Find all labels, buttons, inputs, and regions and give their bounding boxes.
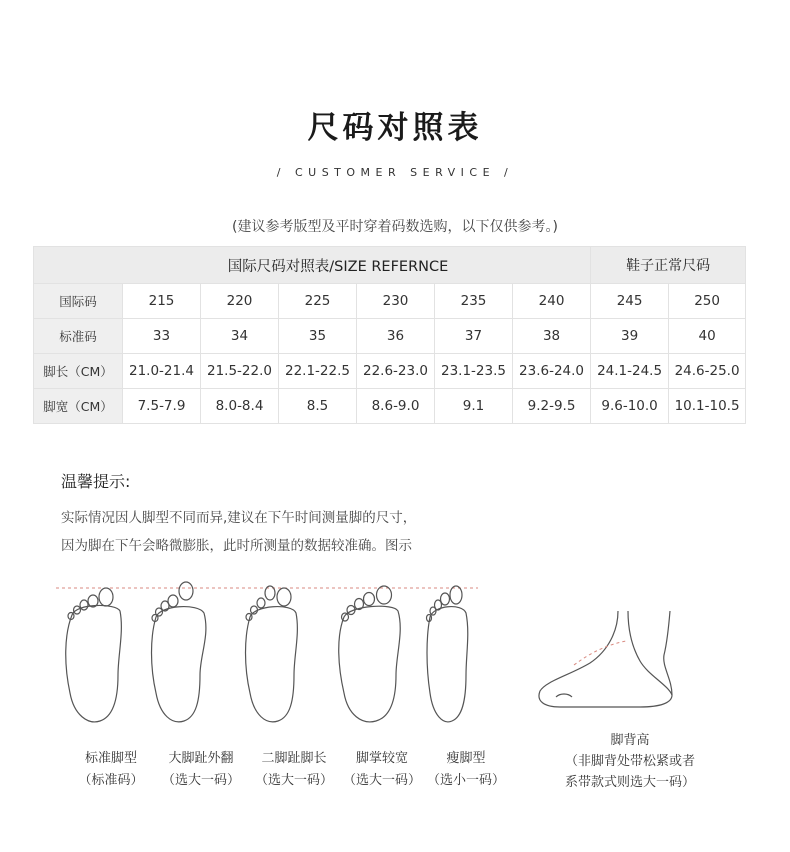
table-cell: 37 xyxy=(435,319,513,354)
long-second-toe-foot-icon xyxy=(246,586,298,722)
page-title: 尺码对照表 xyxy=(307,110,483,146)
foot-caption-standard xyxy=(63,748,159,792)
table-cell: 21.5-22.0 xyxy=(201,354,279,389)
foot-caption-high-instep xyxy=(540,730,720,793)
table-row xyxy=(34,284,746,319)
high-instep-foot-icon xyxy=(539,611,672,707)
size-chart-table xyxy=(33,246,746,424)
table-cell: 9.2-9.5 xyxy=(513,389,591,424)
foot-type-name: 二脚趾脚长 xyxy=(261,751,327,766)
table-cell: 8.0-8.4 xyxy=(201,389,279,424)
foot-type-name: 瘦脚型 xyxy=(446,751,486,766)
foot-type-advice: 系带款式则选大一码） xyxy=(564,775,695,790)
standard-foot-icon xyxy=(66,588,122,722)
table-cell: 38 xyxy=(513,319,591,354)
table-cell: 10.1-10.5 xyxy=(669,389,746,424)
table-cell: 8.5 xyxy=(279,389,357,424)
table-cell: 21.0-21.4 xyxy=(123,354,201,389)
bunion-foot-icon xyxy=(152,582,206,722)
table-cell: 240 xyxy=(513,284,591,319)
row-label: 国际码 xyxy=(34,284,123,319)
foot-caption-long-second-toe xyxy=(246,748,342,792)
table-heading-right: 鞋子正常尺码 xyxy=(591,247,746,284)
foot-type-name: 大脚趾外翻 xyxy=(168,751,234,766)
table-cell: 235 xyxy=(435,284,513,319)
table-row xyxy=(34,389,746,424)
foot-caption-bunion xyxy=(153,748,249,792)
table-row xyxy=(34,319,746,354)
instep-guide-line xyxy=(574,641,626,665)
foot-type-advice: （选大一码） xyxy=(161,773,240,788)
row-label: 脚宽（CM） xyxy=(34,389,123,424)
foot-type-advice: （选大一码） xyxy=(342,773,421,788)
tip-line-2: 因为脚在下午会略微膨胀，此时所测量的数据较准确。图示 xyxy=(61,538,412,554)
table-cell: 9.6-10.0 xyxy=(591,389,669,424)
foot-type-advice: （选小一码） xyxy=(426,773,505,788)
table-cell: 36 xyxy=(357,319,435,354)
thin-foot-icon xyxy=(427,586,468,722)
table-row xyxy=(34,354,746,389)
table-cell: 22.1-22.5 xyxy=(279,354,357,389)
table-cell: 24.1-24.5 xyxy=(591,354,669,389)
table-header-row xyxy=(34,247,746,284)
table-cell: 34 xyxy=(201,319,279,354)
foot-type-advice: （标准码） xyxy=(78,773,144,788)
tip-line-1: 实际情况因人脚型不同而异,建议在下午时间测量脚的尺寸， xyxy=(61,510,417,526)
table-cell: 22.6-23.0 xyxy=(357,354,435,389)
table-cell: 40 xyxy=(669,319,746,354)
table-cell: 230 xyxy=(357,284,435,319)
row-label: 标准码 xyxy=(34,319,123,354)
foot-shapes-illustration xyxy=(0,575,790,735)
table-cell: 24.6-25.0 xyxy=(669,354,746,389)
table-cell: 220 xyxy=(201,284,279,319)
foot-type-advice: （选大一码） xyxy=(254,773,333,788)
table-cell: 8.6-9.0 xyxy=(357,389,435,424)
table-cell: 33 xyxy=(123,319,201,354)
table-cell: 39 xyxy=(591,319,669,354)
foot-type-name: 脚背高 xyxy=(610,733,650,748)
table-cell: 9.1 xyxy=(435,389,513,424)
table-heading: 国际尺码对照表/SIZE REFERNCE xyxy=(34,247,591,284)
table-cell: 215 xyxy=(123,284,201,319)
table-cell: 245 xyxy=(591,284,669,319)
wide-foot-icon xyxy=(339,586,401,722)
foot-caption-thin xyxy=(418,748,514,792)
foot-type-name: 脚掌较宽 xyxy=(355,751,408,766)
foot-type-name: 标准脚型 xyxy=(84,751,137,766)
table-cell: 225 xyxy=(279,284,357,319)
tips-heading: 温馨提示: xyxy=(61,472,131,491)
table-cell: 23.6-24.0 xyxy=(513,354,591,389)
table-cell: 23.1-23.5 xyxy=(435,354,513,389)
reference-note: (建议参考版型及平时穿着码数选购，以下仅供参考。) xyxy=(232,219,558,235)
foot-caption-wide xyxy=(334,748,430,792)
table-cell: 7.5-7.9 xyxy=(123,389,201,424)
row-label: 脚长（CM） xyxy=(34,354,123,389)
page-subtitle: / CUSTOMER SERVICE / xyxy=(276,166,514,179)
foot-type-advice: （非脚背处带松紧或者 xyxy=(564,754,695,769)
table-cell: 35 xyxy=(279,319,357,354)
table-cell: 250 xyxy=(669,284,746,319)
